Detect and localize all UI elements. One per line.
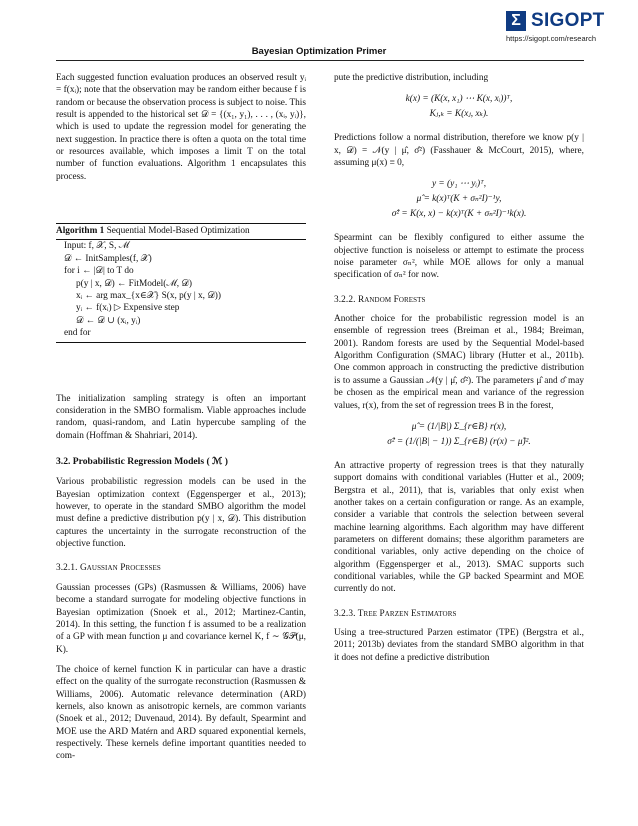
rf-paragraph: Another choice for the probabilistic regression model is an ensemble of regression trees (Breiman et al., 1984; Breiman, 2001). Random forests are used by the Sequential Model-based Algorithm Configuration (SMAC) library (Hutter et al., 2011b). One common approach in constructing the predictive distribution is to assume a Gaussian 𝒩(y | μ̂, σ̂²). The parameters μ̂ and σ̂ may be chosen as the empirical mean and variance of the regression values, r(x), from the set of regression trees B in the forest,	[334, 314, 584, 411]
gp-paragraph: Gaussian processes (GPs) (Rasmussen & Williams, 2006) have become a standard surrogate for modeling objective functions in Bayesian optimization (Snoek et al., 2012; Martinez-Cantin, 2014). In this setting, the function f is assumed to be a realization of a GP with mean function μ and covariance kernel K, f ∼ 𝒢𝒫(μ, K).	[56, 582, 306, 655]
left-column	[56, 72, 306, 771]
trees-paragraph: An attractive property of regression trees is that they naturally support domains with conditional variables (Hutter et al., 2009; Bergstra et al., 2011), that is, variables that only exist when another takes on a certain configuration or range. As an example, consider a variable that controls the selection between several machine learning algorithms. Each algorithm may have different parameters on different domains; these algorithm parameters are conditional variables, only active depending on the choice of algorithm (Eggensperger et al., 2013). SMAC supports such conditional variables, while the GP backed Spearmint and MOE currently do not.	[334, 460, 584, 595]
equation-line: μ̂ = (1/|B|) Σ_{r∈B} r(x),	[411, 421, 507, 432]
algorithm-line: p(y | x, 𝒟) ← FitModel(ℳ, 𝒟)	[76, 278, 192, 289]
equation-line: σ̂² = K(x, x) − k(x)ᵀ(K + σₙ²I)⁻¹k(x).	[391, 209, 527, 220]
running-header: Bayesian Optimization Primer	[251, 46, 387, 57]
subsection-heading-gp: 3.2.1. Gaussian Processes	[56, 563, 161, 574]
continuation-paragraph: pute the predictive distribution, including	[334, 73, 489, 83]
kernel-paragraph: The choice of kernel function K in particular can have a drastic effect on the quality of the surrogate reconstruction (Rasmussen & Williams, 2006). Automatic relevance determination (ARD) kernels, also known as anisotropic kernels, are common variants (Snoek et al., 2012; Duvenaud, 2014). By default, Spearmint and MOE use the ARD Matérn and ARD squared exponential kernels, respectively. These kernels define important quantities needed to com-	[56, 664, 306, 762]
intro-paragraph: Each suggested function evaluation produces an observed result yᵢ = f(xᵢ); note that the observation may be random either because f is random or because the observation process is subject to noise. This result is appended to the historical set 𝒟 = {(x₁, y₁), . . . , (xᵢ, yᵢ)}, which is used to update the regression model for generating the next suggestion. In practice there is often a quota on the total time or resources available, which imposes a limit T on the total number of function evaluations. Algorithm 1 encapsulates this process.	[56, 73, 306, 182]
init-paragraph: The initialization sampling strategy is often an important consideration in the SMBO formalism. Viable approaches include random, quasi-random, and Latin hypercube sampling of the domain (Hoffman & Shahriari, 2014).	[56, 393, 306, 441]
section-heading: 3.2. Probabilistic Regression Models ( ℳ )	[56, 456, 228, 468]
noise-paragraph: Spearmint can be flexibly configured to either assume the objective function is noiseless or attempt to estimate the process noise parameter σₙ², while MOE allows for only a manual specification of σₙ² for now.	[334, 233, 584, 281]
algorithm-line: xᵢ ← arg max_{x∈𝒳} S(x, p(y | x, 𝒟))	[76, 291, 221, 302]
equation-line: y = (y₁ ⋯ yᵢ)ᵀ,	[431, 179, 487, 190]
algorithm-line: end for	[64, 328, 91, 339]
algorithm-line: Input: f, 𝒳, S, ℳ	[64, 241, 130, 252]
equation-line: Kⱼ,ₖ = K(xⱼ, xₖ).	[429, 109, 489, 120]
equation-line: σ̂² = (1/(|B| − 1)) Σ_{r∈B} (r(x) − μ̂)².	[387, 436, 531, 447]
logo-wordmark: SIGOPT	[531, 10, 605, 31]
header-rule	[56, 60, 584, 61]
algorithm-line: 𝒟 ← 𝒟 ∪ (xᵢ, yᵢ)	[76, 315, 141, 326]
equation-rf	[334, 420, 584, 450]
algorithm-label: Algorithm 1	[56, 226, 105, 237]
equation-gp-posterior	[334, 177, 584, 222]
sigopt-logo	[506, 10, 626, 43]
algorithm-title: Sequential Model-Based Optimization	[106, 226, 250, 237]
predictions-paragraph: Predictions follow a normal distribution, therefore we know p(y | x, 𝒟) = 𝒩(y | μ̂, σ̂²) (Fasshauer & McCourt, 2015), where, assuming μ(x) ≡ 0,	[334, 133, 584, 169]
algorithm-lines	[56, 240, 306, 339]
models-paragraph: Various probabilistic regression models can be used in the Bayesian optimization context (Eggensperger et al., 2013); however, to operate in the standard SMBO algorithm the model must define a predictive distribution p(y | x, 𝒟). This distribution captures the uncertainty in the surrogate reconstruction of the objective function.	[56, 477, 306, 550]
sigma-logo-icon: Σ	[506, 11, 526, 31]
subsection-heading-tpe: 3.2.3. Tree Parzen Estimators	[334, 608, 457, 619]
algorithm-line: 𝒟 ← InitSamples(f, 𝒳)	[64, 253, 152, 264]
equation-line: μ̂ = k(x)ᵀ(K + σₙ²I)⁻¹y,	[416, 194, 502, 205]
algorithm-line: for i ← |𝒟| to T do	[64, 266, 134, 277]
algorithm-line: yᵢ ← f(xᵢ) ▷ Expensive step	[76, 303, 180, 314]
equation-kernel-vector	[334, 92, 584, 122]
logo-url: https://sigopt.com/research	[506, 34, 597, 43]
algorithm-caption	[56, 224, 306, 240]
subsection-heading-rf: 3.2.2. Random Forests	[334, 294, 426, 305]
right-column	[334, 72, 584, 672]
tpe-paragraph: Using a tree-structured Parzen estimator (TPE) (Bergstra et al., 2011; 2013b) deviates from the standard SMBO algorithm in that it does not define a predictive distribution	[334, 627, 584, 663]
algorithm-box	[56, 223, 306, 343]
equation-line: k(x) = (K(x, x₁) ⋯ K(x, xᵢ))ᵀ,	[405, 94, 513, 105]
